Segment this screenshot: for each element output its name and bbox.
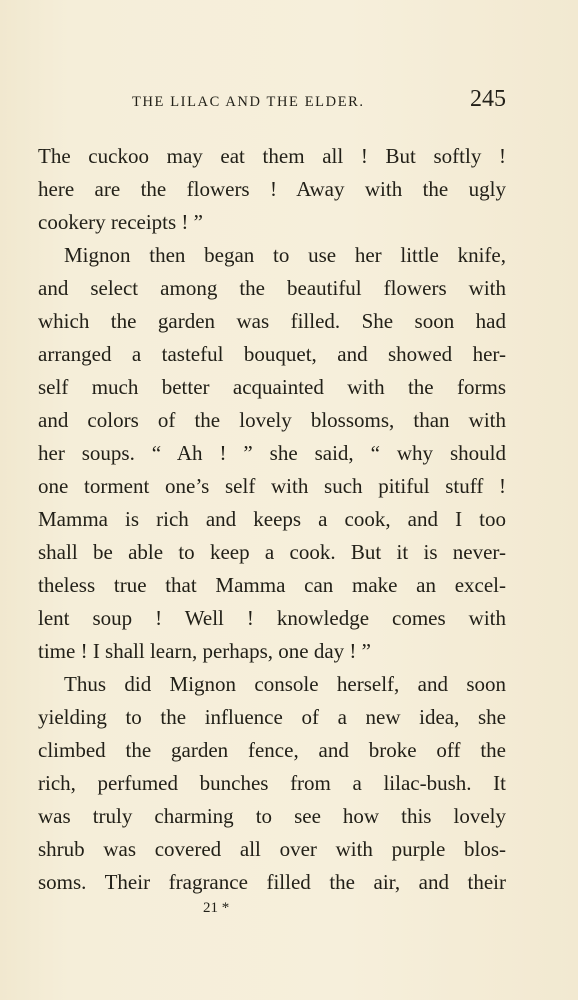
signature-mark: 21 * — [203, 900, 230, 916]
text-line: theless true that Mamma can make an excel- — [38, 573, 506, 597]
text-line: her soups. “ Ah ! ” she said, “ why should — [38, 441, 506, 465]
text-line: here are the flowers ! Away with the ugly — [38, 177, 506, 201]
text-line: self much better acquainted with the forms — [38, 375, 506, 399]
text-line: time ! I shall learn, perhaps, one day ! ” — [38, 639, 371, 663]
body-text — [38, 140, 506, 899]
text-line: Thus did Mignon console herself, and soon — [64, 672, 506, 696]
text-line: cookery receipts ! ” — [38, 210, 203, 234]
text-line: shrub was covered all over with purple blos- — [38, 837, 506, 861]
text-line: shall be able to keep a cook. But it is never- — [38, 540, 506, 564]
text-line: lent soup ! Well ! knowledge comes with — [38, 606, 506, 630]
text-line: Mamma is rich and keeps a cook, and I too — [38, 507, 506, 531]
text-line: one torment one’s self with such pitiful stuff ! — [38, 474, 506, 498]
text-line: climbed the garden fence, and broke off the — [38, 738, 506, 762]
text-line: yielding to the influence of a new idea, she — [38, 705, 506, 729]
running-head — [38, 86, 506, 116]
text-line: which the garden was filled. She soon had — [38, 309, 506, 333]
text-line: Mignon then began to use her little knife, — [64, 243, 506, 267]
text-line: and colors of the lovely blossoms, than with — [38, 408, 506, 432]
text-line: soms. Their fragrance filled the air, and their — [38, 870, 506, 894]
text-line: and select among the beautiful flowers with — [38, 276, 506, 300]
text-line: The cuckoo may eat them all ! But softly ! — [38, 144, 506, 168]
text-line: was truly charming to see how this lovely — [38, 804, 506, 828]
running-title: THE LILAC AND THE ELDER. — [132, 94, 365, 110]
page-number: 245 — [470, 86, 506, 112]
text-line: rich, perfumed bunches from a lilac-bush. It — [38, 771, 506, 795]
text-line: arranged a tasteful bouquet, and showed her- — [38, 342, 506, 366]
